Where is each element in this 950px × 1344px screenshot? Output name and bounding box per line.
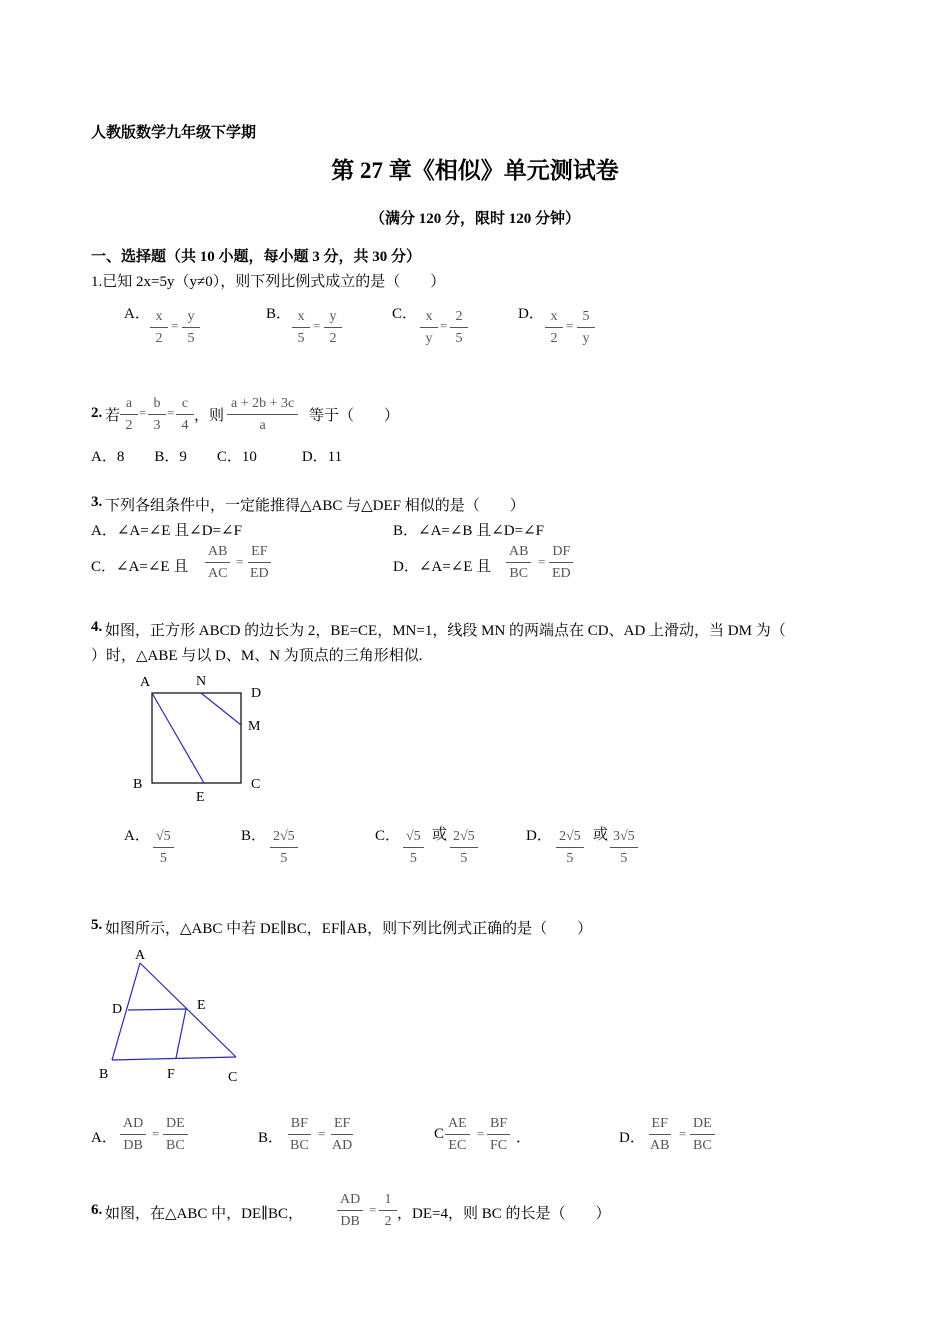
q2-frac-b: $\frac{b}{3}$ (148, 397, 166, 433)
q4-number: 4. (91, 619, 103, 635)
q5-c-eq: = (477, 1126, 485, 1141)
q1-a-frac1: $\frac{x}{2}$ (150, 310, 168, 346)
q4-square-figure (128, 670, 278, 810)
q4-d-or: 或 (593, 827, 609, 843)
q3-option-b: B．∠A=∠B 且∠D=∠F (393, 523, 544, 539)
q4-option-d-label: D． (526, 828, 552, 844)
q5-c-frac1: $\frac{AE}{EC}$ (445, 1117, 470, 1153)
q2-number: 2. (91, 405, 103, 421)
q5-d-frac2: $\frac{DE}{BC}$ (690, 1117, 715, 1153)
q1-c-frac2: $\frac{2}{5}$ (450, 310, 468, 346)
q1-stem: 1.已知 2x=5y（y≠0），则下列比例式成立的是（ ） (91, 274, 446, 290)
q1-b-frac2: $\frac{y}{2}$ (324, 310, 342, 346)
q4-line1: 如图，正方形 ABCD 的边长为 2，BE=CE，MN=1，线段 MN 的两端点在 CD、AD 上滑动，当 DM 为（ (105, 623, 786, 639)
q3-c-eq: = (236, 554, 244, 569)
q5-number: 5. (91, 917, 103, 933)
q3-d-frac2: $\frac{DF}{ED}$ (549, 545, 574, 581)
label-b: B (133, 777, 143, 792)
label-a: A (140, 675, 151, 690)
q4-b-frac: $\frac{2√5}{5}$ (270, 830, 298, 866)
q2-eq1: = (139, 405, 147, 420)
q1-option-c-label: C． (392, 306, 418, 322)
label-d: D (112, 1002, 123, 1017)
q4-line2: ）时，△ABE 与以 D、M、N 为顶点的三角形相似. (91, 648, 423, 664)
q3-number: 3. (91, 494, 103, 510)
q1-option-a-label: A． (124, 306, 150, 322)
q4-d-frac1: $\frac{2√5}{5}$ (556, 830, 584, 866)
q5-d-eq: = (679, 1126, 687, 1141)
side-bc (112, 1057, 236, 1060)
section-heading: 一、选择题（共 10 小题，每小题 3 分，共 30 分） (91, 249, 422, 265)
q1-d-frac1: $\frac{x}{2}$ (545, 310, 563, 346)
q6-eq: = (369, 1202, 377, 1217)
q6-frac2: $\frac{1}{2}$ (379, 1193, 397, 1229)
q4-c-or: 或 (432, 827, 448, 843)
q3-c-frac2: $\frac{EF}{ED}$ (250, 544, 269, 581)
q1-a-frac2: $\frac{y}{5}$ (182, 310, 200, 346)
q4-option-c-label: C． (375, 828, 401, 844)
q5-a-eq: = (152, 1126, 160, 1141)
q3-d-frac1: $\frac{AB}{BC}$ (506, 545, 531, 581)
label-d: D (251, 686, 262, 701)
q3-stem: 下列各组条件中，一定能推得△ABC 与△DEF 相似的是（ ） (105, 498, 525, 514)
q1-b-eq: = (313, 318, 321, 333)
score-note: （满分 120 分，限时 120 分钟） (369, 211, 580, 227)
q2-frac-a: $\frac{a}{2}$ (120, 397, 138, 433)
q1-a-eq: = (171, 318, 179, 333)
segment-de (128, 1009, 186, 1010)
q2-eq2: = (167, 405, 175, 420)
q3-d-eq: = (538, 554, 546, 569)
q4-d-frac2: $\frac{3√5}{5}$ (610, 830, 638, 866)
q3-option-c: C．∠A=∠E 且 (91, 559, 189, 575)
label-c: C (251, 777, 261, 792)
q5-a-frac1: $\frac{AD}{DB}$ (120, 1117, 146, 1153)
q4-option-b-label: B． (241, 828, 267, 844)
subtitle: 人教版数学九年级下学期 (91, 125, 257, 141)
q6-number: 6. (91, 1202, 103, 1218)
q6-pre: 如图，在△ABC 中，DE∥BC， (105, 1206, 304, 1222)
segment-ef (176, 1009, 186, 1058)
q1-c-frac1: $\frac{x}{y}$ (420, 310, 438, 346)
q1-b-frac1: $\frac{x}{5}$ (292, 310, 310, 346)
q4-c-frac2: $\frac{2√5}{5}$ (450, 830, 478, 866)
q5-option-a-label: A． (91, 1130, 117, 1146)
q5-b-eq: = (318, 1126, 326, 1141)
q5-b-frac2: $\frac{EF}{AD}$ (332, 1116, 353, 1153)
label-c: C (228, 1070, 238, 1085)
q6-post: ，DE=4，则 BC 的长是（ ） (397, 1206, 611, 1222)
label-f: F (167, 1067, 175, 1082)
q5-option-c-label: C (434, 1126, 445, 1142)
q5-triangle-figure (95, 943, 255, 1088)
q5-c-period: ． (516, 1130, 532, 1146)
label-e: E (196, 790, 205, 805)
q1-c-eq: = (440, 318, 448, 333)
q2-pre: 若 (105, 408, 121, 424)
segment-nm (201, 693, 241, 725)
q1-d-eq: = (566, 318, 574, 333)
q5-option-b-label: B． (258, 1130, 284, 1146)
label-a: A (135, 948, 146, 963)
q3-option-a: A．∠A=∠E 且∠D=∠F (91, 523, 242, 539)
q1-option-b-label: B． (266, 306, 292, 322)
q1-d-frac2: $\frac{5}{y}$ (577, 310, 595, 346)
label-m: M (248, 719, 261, 734)
q5-b-frac1: $\frac{BF}{BC}$ (287, 1117, 312, 1153)
q4-c-frac1: $\frac{√5}{5}$ (403, 830, 424, 866)
q2-mid: ，则 (194, 408, 225, 424)
q5-a-frac2: $\frac{DE}{BC}$ (163, 1117, 188, 1153)
q1-option-d-label: D． (518, 306, 544, 322)
q6-frac1: $\frac{AD}{DB}$ (337, 1193, 363, 1229)
q5-stem: 如图所示，△ABC 中若 DE∥BC，EF∥AB，则下列比例式正确的是（ ） (105, 921, 593, 937)
q2-frac-expr: $\frac{a + 2b + 3c}{a}$ (227, 397, 298, 433)
q2-options: A．8 B．9 C．10 D．11 (91, 449, 343, 465)
q4-option-a-label: A． (124, 828, 150, 844)
page-title: 第 27 章《相似》单元测试卷 (331, 158, 619, 183)
q5-d-frac1: $\frac{EF}{AB}$ (650, 1116, 670, 1153)
q5-option-d-label: D． (619, 1130, 645, 1146)
q2-frac-c: $\frac{c}{4}$ (176, 397, 194, 433)
q3-option-d: D．∠A=∠E 且 (393, 559, 492, 575)
q5-c-frac2: $\frac{BF}{FC}$ (487, 1117, 510, 1153)
label-n: N (196, 674, 207, 689)
q2-post: 等于（ ） (309, 408, 400, 424)
segment-ae (152, 693, 204, 783)
label-e: E (197, 998, 206, 1013)
q4-a-frac: $\frac{√5}{5}$ (153, 830, 174, 866)
label-b: B (99, 1067, 109, 1082)
q3-c-frac1: $\frac{AB}{AC}$ (205, 545, 230, 581)
